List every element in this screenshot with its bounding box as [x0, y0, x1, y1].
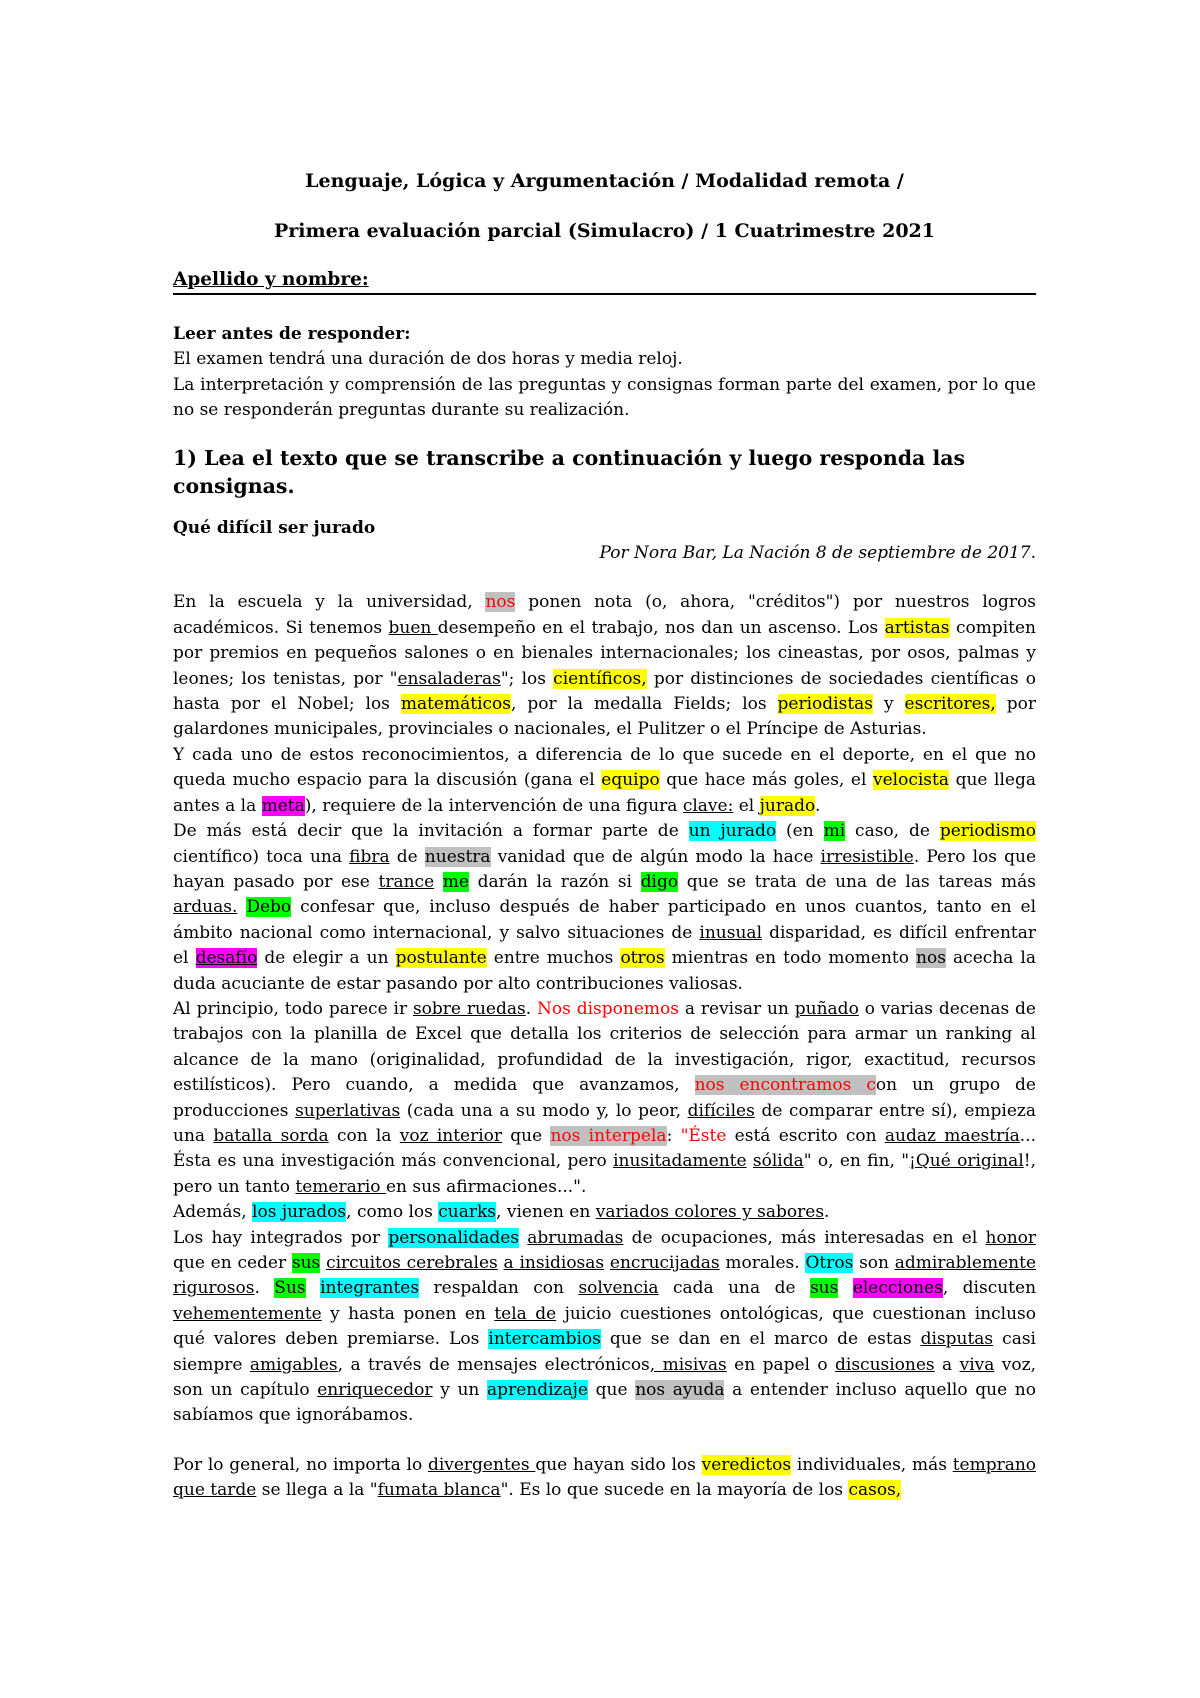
highlighted-term: meta [261, 795, 305, 816]
highlighted-term: cuarks [438, 1202, 497, 1223]
text-run: a [934, 1354, 960, 1375]
text-run: , a través de mensajes electrónicos [337, 1354, 650, 1375]
text-run: que se dan en el marco de estas [600, 1329, 921, 1350]
text-run: ponen nota (o, ahora, "créditos") por nuestros logros académicos. Si tenemos [173, 592, 1036, 638]
underlined-term: sobre ruedas [412, 998, 526, 1019]
text-run: está escrito con [726, 1125, 885, 1146]
highlighted-term: científicos, [553, 668, 647, 689]
underlined-term: admirablemente [894, 1253, 1037, 1273]
highlighted-term: digo [640, 871, 679, 892]
underlined-term: viva [959, 1354, 995, 1375]
underlined-term: a insidiosas [503, 1253, 605, 1273]
instructions-line-duration: El examen tendrá una duración de dos horas y media reloj. [173, 349, 683, 370]
highlighted-term: artistas [884, 617, 950, 638]
text-run: ". Es lo que sucede en la mayoría de los [500, 1480, 849, 1501]
highlighted-term: sus [809, 1278, 839, 1299]
text-run: en papel o [726, 1354, 835, 1375]
course-title: Lenguaje, Lógica y Argumentación / Modalidad remota / [305, 170, 904, 192]
highlighted-term: nos interpela [550, 1125, 667, 1146]
text-run: Y cada uno de estos reconocimientos, a diferencia de lo que sucede en el deporte, en el que no queda mucho espacio para la discusión (gana el [173, 744, 1036, 791]
text-run: . Pero los que hayan pasado por ese [173, 846, 1036, 892]
underlined-term: divergentes [427, 1454, 536, 1475]
exam-page [173, 168, 1036, 1504]
underlined-term: clave: [682, 795, 734, 816]
text-run: y hasta ponen en [321, 1303, 495, 1324]
highlighted-term: nos [916, 948, 946, 969]
underlined-term: abrumadas [527, 1227, 624, 1248]
underlined-term: variados colores y sabores [595, 1202, 825, 1223]
text-run [434, 872, 443, 892]
text-run [838, 1278, 852, 1298]
text-run: entre muchos [486, 948, 621, 969]
instructions-line-interpretation: La interpretación y comprensión de las preguntas y consignas forman parte del examen, por lo que no se responderán preguntas durante su realización. [173, 374, 1036, 421]
underlined-term: honor [985, 1227, 1037, 1248]
underlined-term: solvencia [578, 1278, 659, 1299]
text-run: cada una de [658, 1278, 810, 1299]
underlined-term: superlativas [295, 1100, 401, 1121]
text-run: acecha la duda acuciante de estar pasando por alto contribuciones valiosas. [173, 948, 1036, 994]
text-run [306, 1278, 320, 1298]
highlighted-term: personalidades [388, 1227, 520, 1248]
highlighted-term: nuestra [424, 846, 491, 867]
text-run: de ocupaciones, más interesadas en el [623, 1227, 986, 1248]
text-run: científico) toca una [173, 846, 350, 867]
underlined-term: voz interior [399, 1125, 503, 1146]
red-text: "Éste [680, 1125, 727, 1146]
article-paragraph [173, 1226, 1036, 1429]
text-run: Por lo general, no importa lo [173, 1454, 428, 1475]
underlined-term: enriquecedor [317, 1380, 433, 1401]
highlighted-term: nos ayuda [635, 1380, 725, 1401]
underlined-term: batalla sorda [213, 1125, 329, 1146]
highlighted-term: elecciones [852, 1278, 943, 1299]
underlined-term: fumata blanca [377, 1480, 501, 1501]
article-paragraph [173, 1453, 1036, 1504]
underlined-term: fibra [349, 846, 390, 867]
text-run: (en [776, 821, 824, 842]
text-run: voz, son un capítulo [173, 1354, 1036, 1401]
highlighted-term: integrantes [320, 1278, 420, 1299]
underlined-term: temerario [295, 1176, 386, 1197]
text-run: disparidad, es difícil enfrentar el [173, 922, 1036, 969]
highlighted-term: intercambios [488, 1329, 601, 1350]
article-paragraph [173, 997, 1036, 1200]
highlighted-term: escritores, [904, 694, 996, 715]
underlined-term: trance [378, 871, 435, 892]
highlighted-term: periodistas [777, 694, 874, 715]
text-run: que se trata de una de las tareas más [678, 871, 1036, 892]
highlighted-term: velocista [872, 770, 949, 791]
underlined-term: ¡Qué original [909, 1151, 1024, 1172]
highlighted-term: un jurado [688, 821, 777, 842]
article-byline: Por Nora Bar, La Nación 8 de septiembre de 2017. [599, 543, 1036, 564]
text-run: , vienen en [496, 1202, 596, 1223]
name-field-label: Apellido y nombre: [173, 268, 1036, 295]
red-text: Nos disponemos [537, 998, 679, 1019]
text-run: que hace más goles, el [659, 770, 873, 791]
highlighted-term: equipo [601, 770, 660, 791]
highlighted-term: mi [823, 821, 846, 842]
highlighted-term: jurado [759, 795, 815, 816]
article-paragraph [173, 743, 1036, 819]
text-run: de elegir a un [257, 948, 396, 969]
text-run: que en ceder [173, 1253, 292, 1273]
text-run: . [525, 998, 538, 1019]
underlined-term: temprano [952, 1454, 1037, 1475]
text-run: a revisar un [679, 998, 795, 1019]
text-run [237, 897, 246, 917]
text-run: por galardones municipales, provinciales o nacionales, el Pulitzer o el Príncipe de Asturias. [173, 694, 1036, 740]
underlined-term: puñado [794, 998, 859, 1019]
article-body-continued [173, 1453, 1036, 1504]
text-run: con la [328, 1125, 400, 1146]
underlined-term: sólida [752, 1151, 804, 1172]
text-run: ), requiere de la intervención de una figura [304, 795, 683, 816]
text-run: confesar que, incluso después de haber participado en unos cuantos, tanto en el ámbito nacional como internacional, y salvo situaciones de [173, 897, 1037, 943]
text-run: morales. [719, 1253, 806, 1273]
highlighted-term: me [442, 871, 469, 892]
text-run: . [254, 1278, 275, 1299]
text-run: el [733, 795, 760, 816]
text-run: se llega a la " [256, 1480, 378, 1501]
underlined-term: discusiones [835, 1354, 935, 1375]
text-run: en sus afirmaciones...". [385, 1176, 587, 1197]
exam-subtitle: Primera evaluación parcial (Simulacro) / 1 Cuatrimestre 2021 [274, 220, 935, 242]
underlined-term: vehementemente [173, 1303, 322, 1324]
text-run: mientras en todo momento [664, 948, 917, 969]
text-run: respaldan con [419, 1278, 579, 1299]
highlighted-term: nos [485, 592, 516, 613]
text-run: que [502, 1125, 551, 1146]
text-run: Al principio, todo parece ir [173, 998, 413, 1019]
text-run: individuales, más [791, 1454, 953, 1475]
text-run: . [814, 795, 821, 816]
text-run: " o, en fin, " [803, 1151, 910, 1172]
text-run: , por la medalla Fields; los [511, 694, 778, 715]
text-run: que llega antes a la [173, 770, 1036, 816]
highlighted-term: sus [291, 1253, 321, 1273]
underlined-term: inusitadamente [613, 1151, 747, 1172]
text-run: darán la razón si [468, 871, 641, 892]
instructions-heading: Leer antes de responder: [173, 324, 411, 344]
highlighted-term: desafío [195, 948, 258, 969]
underlined-term: rigurosos [173, 1278, 255, 1299]
text-run: juicio cuestiones ontológicas, que cuestionan incluso qué valores deben premiarse. Los [173, 1303, 1037, 1350]
text-run: de [389, 846, 425, 867]
underlined-term: buen [388, 617, 438, 638]
highlighted-term: aprendizaje [487, 1380, 588, 1401]
highlighted-term: periodismo [939, 821, 1036, 842]
highlighted-term: veredictos [701, 1454, 792, 1475]
underlined-term: ensaladeras [397, 668, 501, 689]
underlined-term: circuitos cerebrales [326, 1253, 498, 1273]
underlined-term: que tarde [173, 1480, 257, 1501]
article-paragraph [173, 1200, 1036, 1225]
question-1-heading: 1) Lea el texto que se transcribe a continuación y luego responda las consignas. [173, 445, 966, 498]
text-run: , como los [346, 1202, 439, 1223]
text-run: : [666, 1125, 681, 1146]
text-run: que [587, 1380, 636, 1401]
highlighted-term: Sus [274, 1278, 306, 1299]
underlined-term: tela de [494, 1303, 557, 1324]
underlined-term: amigables [249, 1354, 338, 1375]
highlighted-term: Debo [246, 897, 292, 918]
underlined-term: irresistible [820, 846, 914, 867]
text-run: !, pero un tanto [173, 1151, 1036, 1197]
underlined-term: difíciles [687, 1100, 755, 1121]
highlighted-term: matemáticos [400, 694, 511, 715]
highlighted-term: postulante [395, 948, 487, 969]
text-run: , discuten [942, 1278, 1037, 1299]
text-run: vanidad que de algún modo la hace [490, 846, 821, 867]
text-run: Además, [173, 1202, 253, 1223]
text-run: son [853, 1253, 895, 1273]
text-run: Los hay integrados por [173, 1227, 389, 1248]
text-run: ... Ésta es una investigación más convencional, pero [173, 1125, 1036, 1172]
text-run: En la escuela y la universidad, [173, 592, 486, 613]
text-run: caso, de [845, 821, 940, 842]
text-run: y un [432, 1380, 488, 1401]
underlined-term: disputas [920, 1329, 994, 1350]
text-run: o varias decenas de trabajos con la planilla de Excel que detalla los criterios de selección para armar un ranking al alcance de la mano (originalidad, profundidad de la investigación, rigor, exactitud, recursos estilísticos). Pero cuando, a medida que avanzamos, [173, 998, 1036, 1096]
highlighted-term: casos, [848, 1480, 902, 1501]
text-run: "; los [500, 668, 554, 689]
highlighted-term: nos encontramos c [694, 1075, 876, 1096]
article-body [173, 590, 1036, 1428]
underlined-term: arduas. [173, 897, 238, 918]
article-paragraph [173, 590, 1036, 742]
underlined-term: encrucijadas [609, 1253, 720, 1273]
highlighted-term: los jurados [252, 1202, 347, 1223]
article-title: Qué difícil ser jurado [173, 517, 376, 538]
text-run: a entender incluso aquello que no sabíamos que ignorábamos. [173, 1380, 1036, 1426]
text-run: que hayan sido los [535, 1454, 702, 1475]
highlighted-term: Otros [805, 1253, 854, 1273]
underlined-term: audaz maestría [884, 1125, 1020, 1146]
text-run: compiten por premios en pequeños salones o en bienales internacionales; los cineastas, por osos, palmas y leones; los tenistas, por " [173, 617, 1036, 689]
text-run: De más está decir que la invitación a formar parte de [173, 821, 689, 842]
text-run: (cada una a su modo y, lo peor, [400, 1100, 688, 1121]
text-run: . [824, 1202, 830, 1223]
highlighted-term: otros [620, 948, 665, 969]
text-run: de comparar entre sí), empieza una [173, 1100, 1036, 1146]
text-run: casi siempre [173, 1329, 1036, 1375]
text-run: desempeño en el trabajo, nos dan un ascenso. Los [437, 617, 885, 638]
text-run: por distinciones de sociedades científicas o hasta por el Nobel; los [173, 668, 1036, 715]
text-run: on un grupo de producciones [173, 1075, 1036, 1121]
underlined-term: , misivas [649, 1354, 727, 1375]
article-paragraph [173, 819, 1036, 997]
underlined-term: inusual [699, 922, 763, 943]
text-run: y [873, 694, 905, 715]
